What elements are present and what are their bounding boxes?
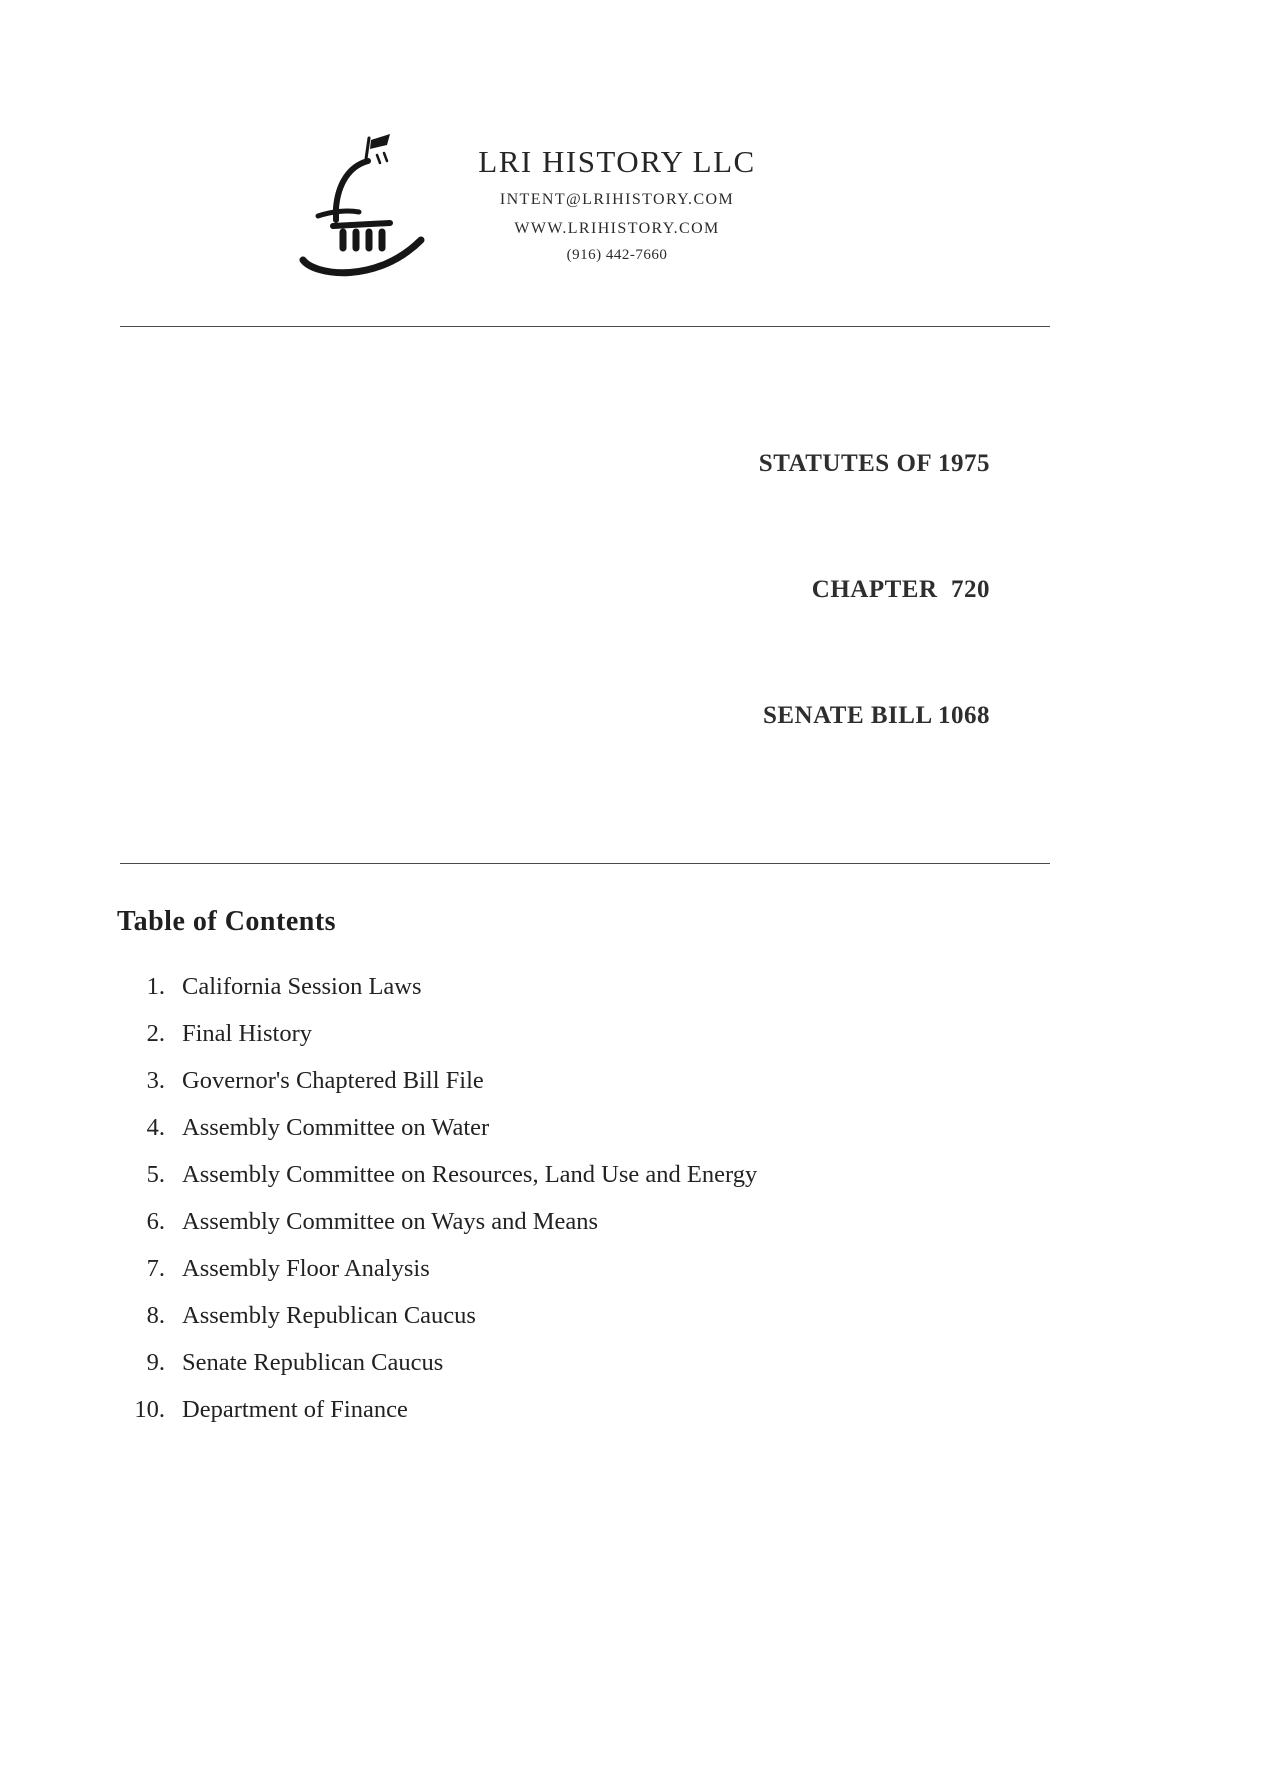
toc-item-number: 10.	[134, 1396, 165, 1423]
letterhead	[292, 128, 1276, 288]
company-email: INTENT@LRIHISTORY.COM	[499, 191, 735, 208]
toc-item	[0, 1115, 1276, 1140]
chapter-line: CHAPTER 720	[811, 576, 990, 603]
toc-item	[0, 1397, 1276, 1422]
toc-item	[0, 1303, 1276, 1328]
company-name: LRI HISTORY LLC	[478, 144, 756, 179]
toc-item-number: 8.	[146, 1302, 165, 1329]
toc-item-label: Assembly Committee on Water	[182, 1114, 490, 1141]
document-page	[0, 128, 1276, 1779]
toc-item-number: 4.	[146, 1114, 165, 1141]
toc-item-number: 3.	[146, 1067, 165, 1094]
toc-title: Table of Contents	[117, 906, 337, 937]
toc-item-label: Governor's Chaptered Bill File	[182, 1067, 484, 1094]
toc-item	[0, 1209, 1276, 1234]
capitol-dome-icon	[292, 128, 444, 288]
toc-item-number: 5.	[146, 1161, 165, 1188]
divider-top	[120, 326, 1050, 327]
toc-item-label: California Session Laws	[182, 973, 422, 1000]
toc-item-number: 1.	[146, 973, 165, 1000]
toc-item-number: 7.	[146, 1255, 165, 1282]
divider-bottom	[120, 863, 1050, 864]
toc-item-label: Final History	[182, 1020, 312, 1047]
toc-item	[0, 1162, 1276, 1187]
toc-item	[0, 1350, 1276, 1375]
toc-item-label: Assembly Committee on Ways and Means	[182, 1208, 599, 1235]
toc-item-label: Senate Republican Caucus	[182, 1349, 444, 1376]
statutes-line: STATUTES OF 1975	[758, 450, 990, 477]
toc-item-number: 9.	[146, 1349, 165, 1376]
toc-list	[0, 974, 1276, 1422]
toc-item	[0, 1068, 1276, 1093]
toc-item-label: Assembly Committee on Resources, Land Use and Energy	[182, 1161, 758, 1188]
toc-item-number: 2.	[146, 1020, 165, 1047]
bill-reference	[0, 359, 990, 821]
toc-item	[0, 1256, 1276, 1281]
toc-item	[0, 974, 1276, 999]
toc-item-number: 6.	[146, 1208, 165, 1235]
toc-item-label: Assembly Floor Analysis	[182, 1255, 430, 1282]
senate-bill-line: SENATE BILL 1068	[762, 702, 990, 729]
capitol-logo	[292, 128, 444, 288]
toc-item-label: Assembly Republican Caucus	[182, 1302, 476, 1329]
company-website: WWW.LRIHISTORY.COM	[514, 220, 720, 237]
company-phone: (916) 442-7660	[566, 247, 668, 263]
toc-item-label: Department of Finance	[182, 1396, 408, 1423]
toc-item	[0, 1021, 1276, 1046]
company-block	[472, 128, 762, 264]
